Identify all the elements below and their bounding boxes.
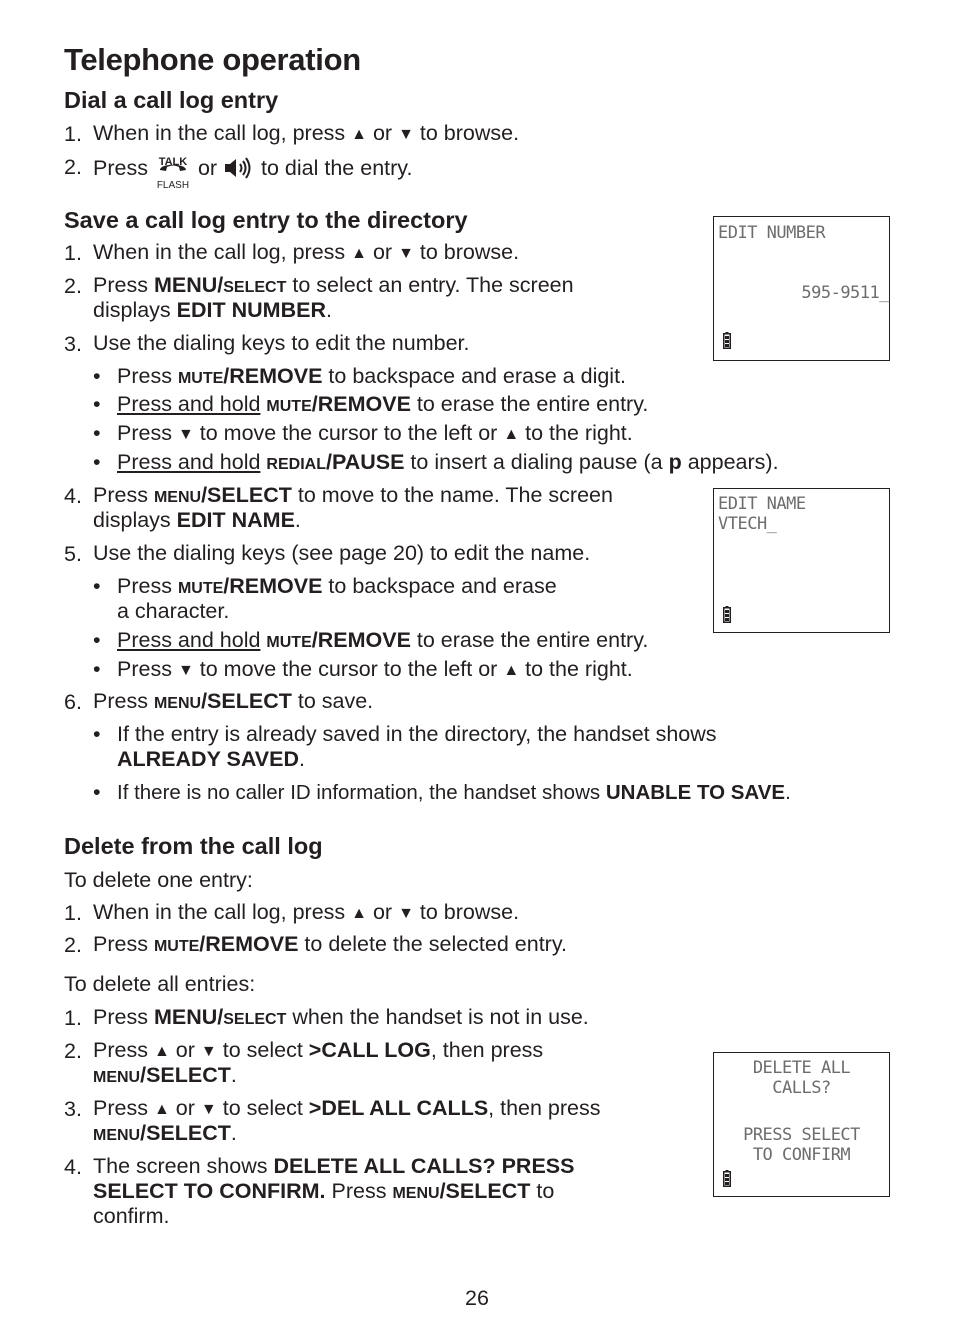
save-bullet-8: If the entry is already saved in the directory, the handset shows: [117, 722, 717, 746]
handset-screen-edit-number: [713, 216, 890, 361]
down-triangle-icon: ▼: [177, 426, 194, 443]
delete-all-step-2-line-2: MENU/SELECT.: [93, 1063, 237, 1087]
delete-all-step-1: Press MENU/SELECT when the handset is not in use.: [93, 1005, 589, 1029]
delete-all-step-3-line-2: MENU/SELECT.: [93, 1121, 237, 1145]
bullet: •: [93, 780, 101, 804]
screen-line: EDIT NAME: [718, 494, 806, 514]
step-number: 1.: [64, 901, 82, 925]
save-bullet-2: Press and hold MUTE/REMOVE to erase the entire entry.: [117, 392, 649, 416]
save-bullet-5: Press MUTE/REMOVE to backspace and erase: [117, 574, 557, 598]
delete-one-intro: To delete one entry:: [64, 868, 253, 892]
bullet: •: [93, 722, 101, 746]
save-step-2-line-2: displays EDIT NUMBER.: [93, 298, 332, 322]
up-triangle-icon: ▲: [351, 126, 367, 143]
down-triangle-icon: ▼: [177, 662, 194, 679]
bullet: •: [93, 392, 101, 416]
down-triangle-icon: ▼: [398, 245, 414, 262]
bullet: •: [93, 421, 101, 445]
step-number: 1.: [64, 122, 82, 146]
up-triangle-icon: ▲: [503, 426, 520, 443]
up-triangle-icon: ▲: [503, 662, 520, 679]
handset-screen-delete-all: [713, 1052, 890, 1197]
delete-all-step-2: Press ▲ or ▼ to select >CALL LOG, then press: [93, 1038, 544, 1062]
step-number: 5.: [64, 542, 82, 566]
save-bullet-1: Press MUTE/REMOVE to backspace and erase a digit.: [117, 364, 627, 388]
step-number: 2.: [64, 933, 82, 957]
bullet: •: [93, 574, 101, 598]
save-step-2: Press MENU/SELECT to select an entry. The screen: [93, 273, 574, 297]
battery-icon: [723, 606, 731, 623]
section-heading-save: Save a call log entry to the directory: [64, 207, 468, 233]
step-number: 2.: [64, 1039, 82, 1063]
save-step-4-line-2: displays EDIT NAME.: [93, 508, 301, 532]
dial-step-1: When in the call log, press ▲ or ▼ to browse.: [93, 121, 520, 145]
bullet: •: [93, 450, 101, 474]
step-number: 6.: [64, 690, 82, 714]
screen-line: 595-9511_: [801, 283, 889, 303]
delete-all-step-4-line-2: SELECT TO CONFIRM. Press MENU/SELECT to: [93, 1179, 555, 1203]
up-triangle-icon: ▲: [351, 905, 367, 922]
up-triangle-icon: ▲: [153, 1043, 170, 1060]
screen-line: EDIT NUMBER: [718, 223, 826, 243]
save-bullet-9: If there is no caller ID information, the handset shows UNABLE TO SAVE.: [117, 781, 791, 804]
battery-icon: [723, 1170, 731, 1187]
screen-line: CALLS?: [772, 1078, 831, 1098]
step-number: 1.: [64, 1006, 82, 1030]
down-triangle-icon: ▼: [200, 1101, 217, 1118]
down-triangle-icon: ▼: [398, 905, 414, 922]
battery-icon: [723, 332, 731, 349]
bullet: •: [93, 628, 101, 652]
save-step-3: Use the dialing keys to edit the number.: [93, 331, 470, 355]
step-number: 3.: [64, 1097, 82, 1121]
save-step-4: Press MENU/SELECT to move to the name. The screen: [93, 483, 613, 507]
up-triangle-icon: ▲: [153, 1101, 170, 1118]
screen-line: VTECH_: [718, 514, 777, 534]
delete-step-2: Press MUTE/REMOVE to delete the selected entry.: [93, 932, 567, 956]
step-number: 2.: [64, 155, 82, 179]
dial-step-2: Press TALK FLASH or to dial the entry.: [93, 153, 412, 183]
save-bullet-6: Press and hold MUTE/REMOVE to erase the entire entry.: [117, 628, 649, 652]
save-step-5: Use the dialing keys (see page 20) to edit the name.: [93, 541, 591, 565]
down-triangle-icon: ▼: [398, 126, 414, 143]
save-step-6: Press MENU/SELECT to save.: [93, 689, 374, 713]
bullet: •: [93, 657, 101, 681]
delete-all-step-3: Press ▲ or ▼ to select >DEL ALL CALLS, then press: [93, 1096, 601, 1120]
up-triangle-icon: ▲: [351, 245, 367, 262]
section-heading-delete: Delete from the call log: [64, 833, 323, 859]
screen-line: TO CONFIRM: [752, 1145, 851, 1165]
handset-screen-edit-name: [713, 488, 890, 633]
step-number: 2.: [64, 274, 82, 298]
save-bullet-5-line-2: a character.: [117, 599, 230, 623]
delete-all-step-4-line-3: confirm.: [93, 1204, 170, 1228]
screen-line: PRESS SELECT: [743, 1125, 860, 1145]
step-number: 1.: [64, 241, 82, 265]
page-number: 26: [465, 1286, 489, 1310]
delete-all-intro: To delete all entries:: [64, 972, 256, 996]
screen-line: DELETE ALL: [752, 1058, 851, 1078]
save-bullet-3: Press ▼ to move the cursor to the left or ▲ to the right.: [117, 421, 633, 445]
step-number: 4.: [64, 1155, 82, 1179]
talk-flash-key-icon: TALK FLASH: [156, 156, 190, 191]
save-step-1: When in the call log, press ▲ or ▼ to browse.: [93, 240, 520, 264]
save-bullet-7: Press ▼ to move the cursor to the left or ▲ to the right.: [117, 657, 633, 681]
speaker-icon: [223, 156, 255, 180]
delete-step-1: When in the call log, press ▲ or ▼ to browse.: [93, 900, 520, 924]
save-bullet-4: Press and hold REDIAL/PAUSE to insert a dialing pause (a p appears).: [117, 450, 779, 474]
page-title: Telephone operation: [64, 42, 361, 77]
section-heading-dial: Dial a call log entry: [64, 87, 279, 113]
bullet: •: [93, 364, 101, 388]
step-number: 4.: [64, 484, 82, 508]
step-number: 3.: [64, 332, 82, 356]
delete-all-step-4: The screen shows DELETE ALL CALLS? PRESS: [93, 1154, 575, 1178]
save-bullet-8-line-2: ALREADY SAVED.: [117, 747, 305, 771]
down-triangle-icon: ▼: [200, 1043, 217, 1060]
